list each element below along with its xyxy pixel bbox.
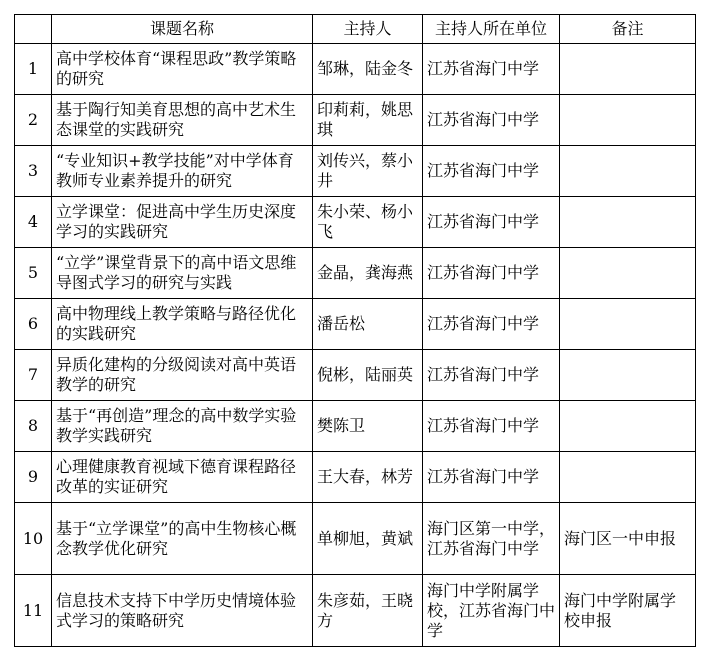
project-host: 单柳旭，黄斌 xyxy=(313,503,423,575)
project-note: 海门中学附属学校申报 xyxy=(560,575,696,647)
project-host: 印莉莉，姚思琪 xyxy=(313,95,423,146)
project-note xyxy=(560,452,696,503)
project-note xyxy=(560,299,696,350)
project-title: 基于陶行知美育思想的高中艺术生态课堂的实践研究 xyxy=(52,95,313,146)
table-row xyxy=(15,299,696,350)
row-number: 7 xyxy=(15,350,52,401)
host-unit: 海门区第一中学，江苏省海门中学 xyxy=(423,503,560,575)
project-table xyxy=(14,14,696,647)
host-unit: 江苏省海门中学 xyxy=(423,299,560,350)
project-title: “立学”课堂背景下的高中语文思维导图式学习的研究与实践 xyxy=(52,248,313,299)
row-number: 8 xyxy=(15,401,52,452)
row-number: 6 xyxy=(15,299,52,350)
host-unit: 江苏省海门中学 xyxy=(423,248,560,299)
project-host: 倪彬，陆丽英 xyxy=(313,350,423,401)
row-number: 4 xyxy=(15,197,52,248)
project-host: 朱小荣、杨小飞 xyxy=(313,197,423,248)
project-note xyxy=(560,197,696,248)
row-number: 11 xyxy=(15,575,52,647)
project-title: 异质化建构的分级阅读对高中英语教学的研究 xyxy=(52,350,313,401)
host-unit: 江苏省海门中学 xyxy=(423,197,560,248)
project-title: 信息技术支持下中学历史情境体验式学习的策略研究 xyxy=(52,575,313,647)
row-number: 1 xyxy=(15,44,52,95)
host-unit: 江苏省海门中学 xyxy=(423,146,560,197)
project-note xyxy=(560,350,696,401)
table-header xyxy=(15,15,696,44)
table-row xyxy=(15,146,696,197)
table-row xyxy=(15,95,696,146)
table-row xyxy=(15,197,696,248)
project-note xyxy=(560,146,696,197)
project-host: 潘岳松 xyxy=(313,299,423,350)
table-row xyxy=(15,503,696,575)
project-note xyxy=(560,248,696,299)
header-unit: 主持人所在单位 xyxy=(423,15,560,44)
header-host: 主持人 xyxy=(313,15,423,44)
row-number: 5 xyxy=(15,248,52,299)
host-unit: 江苏省海门中学 xyxy=(423,350,560,401)
project-title: 高中物理线上教学策略与路径优化的实践研究 xyxy=(52,299,313,350)
row-number: 10 xyxy=(15,503,52,575)
project-title: 基于“再创造”理念的高中数学实验教学实践研究 xyxy=(52,401,313,452)
table-row xyxy=(15,248,696,299)
row-number: 2 xyxy=(15,95,52,146)
project-host: 王大春，林芳 xyxy=(313,452,423,503)
header-row xyxy=(15,15,696,44)
project-host: 刘传兴，蔡小井 xyxy=(313,146,423,197)
table-body xyxy=(15,44,696,647)
header-title: 课题名称 xyxy=(52,15,313,44)
project-title: 立学课堂：促进高中学生历史深度学习的实践研究 xyxy=(52,197,313,248)
header-no xyxy=(15,15,52,44)
project-note xyxy=(560,401,696,452)
project-host: 金晶，龚海燕 xyxy=(313,248,423,299)
row-number: 3 xyxy=(15,146,52,197)
project-note xyxy=(560,95,696,146)
project-host: 朱彦茹，王晓方 xyxy=(313,575,423,647)
table-row xyxy=(15,452,696,503)
header-note: 备注 xyxy=(560,15,696,44)
project-list-sheet xyxy=(14,14,695,647)
project-title: “专业知识+教学技能”对中学体育教师专业素养提升的研究 xyxy=(52,146,313,197)
project-host: 樊陈卫 xyxy=(313,401,423,452)
project-title: 基于“立学课堂”的高中生物核心概念教学优化研究 xyxy=(52,503,313,575)
project-title: 高中学校体育“课程思政”教学策略的研究 xyxy=(52,44,313,95)
table-row xyxy=(15,401,696,452)
host-unit: 江苏省海门中学 xyxy=(423,452,560,503)
host-unit: 江苏省海门中学 xyxy=(423,95,560,146)
table-row xyxy=(15,44,696,95)
project-title: 心理健康教育视域下德育课程路径改革的实证研究 xyxy=(52,452,313,503)
host-unit: 江苏省海门中学 xyxy=(423,44,560,95)
project-note xyxy=(560,44,696,95)
project-host: 邹琳，陆金冬 xyxy=(313,44,423,95)
project-note: 海门区一中申报 xyxy=(560,503,696,575)
table-row xyxy=(15,350,696,401)
host-unit: 海门中学附属学校，江苏省海门中学 xyxy=(423,575,560,647)
table-row xyxy=(15,575,696,647)
host-unit: 江苏省海门中学 xyxy=(423,401,560,452)
row-number: 9 xyxy=(15,452,52,503)
